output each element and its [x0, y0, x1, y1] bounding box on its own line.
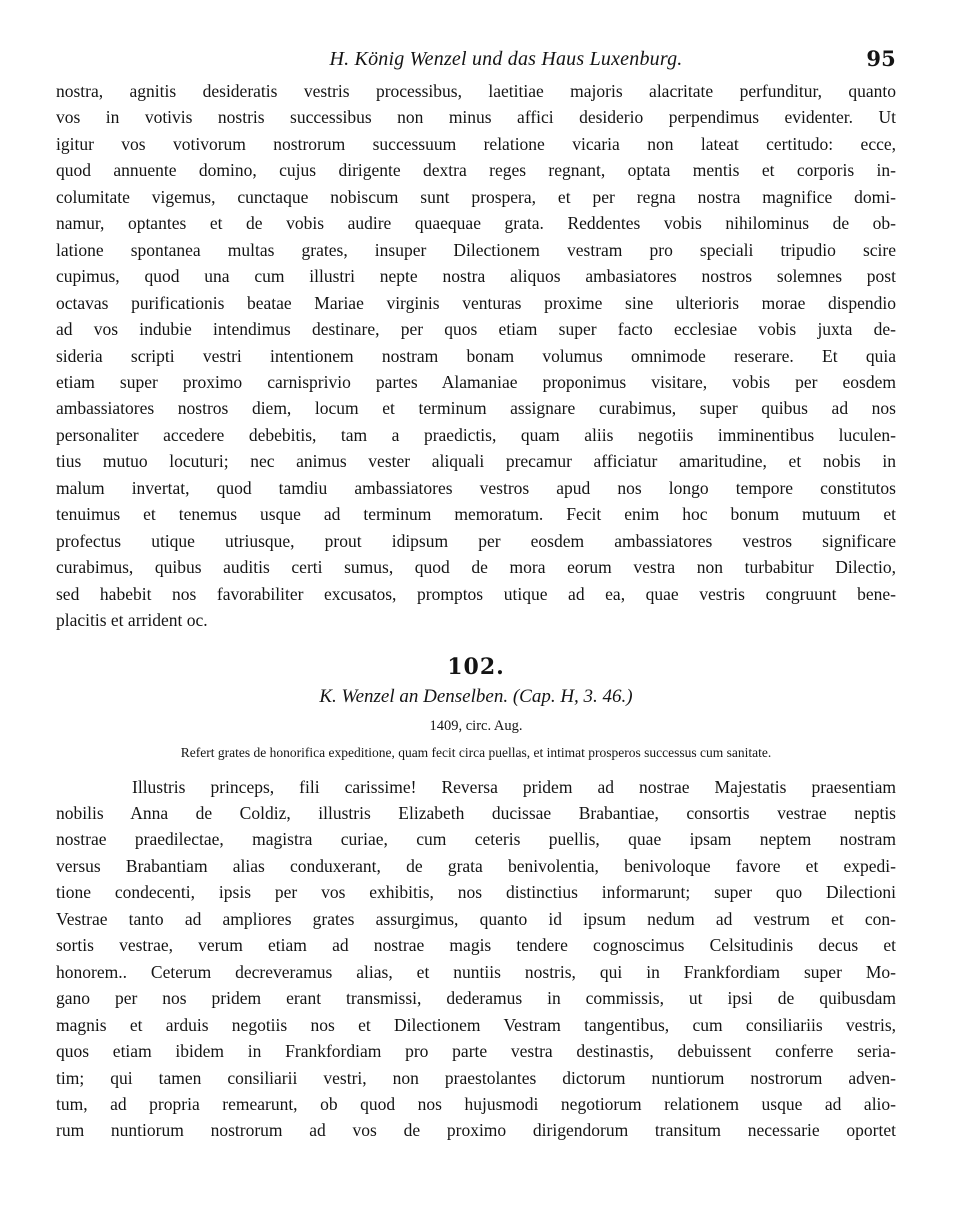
book-page	[56, 48, 896, 1144]
text-line: igitur vos votivorum nostrorum successuum relatione vicaria non lateat certitudo: ecce,	[56, 133, 896, 154]
text-line: quod annuente domino, cujus dirigente dextra reges regnant, optata mentis et corporis in-	[56, 160, 896, 181]
document-number: 102.	[447, 653, 505, 680]
text-line: nostra, agnitis desideratis vestris processibus, laetitiae majoris alacritate perfunditur, quanto	[56, 81, 896, 101]
text-line: sed habebit nos favorabiliter excusatos, promptos utique ad ea, quae vestris congruunt bene-	[56, 583, 896, 604]
text-line: honorem.. Ceterum decreveramus alias, et nuntiis nostris, qui in Frankfordiam super Mo-	[56, 961, 896, 982]
text-line: cupimus, quod una cum illustri nepte nostra aliquos ambasiatores nostros solemnes post	[56, 266, 896, 287]
continued-letter-text	[56, 78, 896, 634]
text-line: tius mutuo locuturi; nec animus vester aliquali precamur afficiatur amaritudine, et nobis in	[56, 451, 896, 472]
document-summary: Refert grates de honorifica expeditione, quam fecit circa puellas, et intimat prosperos successus cum sanitate.	[180, 744, 772, 760]
text-line: nobilis Anna de Coldiz, illustris Elizabeth ducissae Brabantiae, consortis vestrae neptis	[56, 802, 896, 823]
text-line: versus Brabantiam alias conduxerant, de grata benivolentia, benivoloque favore et expedi-	[56, 855, 896, 876]
text-line: tenuimus et tenemus usque ad terminum memoratum. Fecit enim hoc bonum mutuum et	[56, 504, 896, 525]
text-line: namur, optantes et de vobis audire quaequae grata. Reddentes vobis nihilominus de ob-	[56, 213, 896, 234]
text-line: sideria scripti vestri intentionem nostram bonam volumus omnimode reserare. Et quia	[56, 345, 896, 366]
text-line: octavas purificationis beatae Mariae virginis venturas proxime sine ulterioris morae dispendio	[56, 292, 896, 313]
text-line: Illustris princeps, fili carissime! Reversa pridem ad nostrae Majestatis praesentiam	[132, 776, 896, 797]
text-line: etiam super proximo carnisprivio partes Alamaniae proponimus visitare, vobis per eosdem	[56, 371, 896, 392]
running-title: H. König Wenzel und das Haus Luxenburg.	[329, 48, 683, 70]
text-line: gano per nos pridem erant transmissi, dederamus in commissis, ut ipsi de quibusdam	[56, 988, 896, 1009]
text-line: nostrae praedilectae, magistra curiae, cum ceteris puellis, quae ipsam neptem nostram	[56, 829, 896, 850]
text-line: rum nuntiorum nostrorum ad vos de proximo dirigendorum transitum necessarie oportet	[56, 1120, 896, 1141]
text-line: profectus utique utriusque, prout idipsum per eosdem ambassiatores vestros significare	[56, 530, 896, 551]
text-line: placitis et arrident oc.	[56, 610, 208, 631]
text-line: Vestrae tanto ad ampliores grates assurgimus, quanto id ipsum nedum ad vestrum et con-	[56, 908, 896, 929]
text-line: sortis vestrae, verum etiam ad nostrae magis tendere cognoscimus Celsitudinis decus et	[56, 935, 896, 956]
text-line: tum, ad propria remearunt, ob quod nos hujusmodi negotiorum relationem usque ad alio-	[56, 1093, 896, 1114]
text-line: latione spontanea multas grates, insuper Dilectionem vestram pro speciali tripudio scire	[56, 239, 896, 260]
text-line: ad vos indubie intendimus destinare, per quos etiam super facto ecclesiae vobis juxta de-	[56, 319, 896, 340]
document-heading: K. Wenzel an Denselben. (Cap. H, 3. 46.)	[319, 685, 633, 707]
running-header	[56, 48, 896, 78]
page-number: 95	[866, 46, 896, 71]
text-line: tim; qui tamen consiliarii vestri, non praestolantes dictorum nuntiorum nostrorum adven-	[56, 1067, 896, 1088]
text-line: vos in votivis nostris successibus non minus affici desiderio perpendimus evidenter. Ut	[56, 107, 896, 128]
text-line: ambassiatores nostros diem, locum et terminum assignare curabimus, super quibus ad nos	[56, 398, 896, 419]
text-line: personaliter accedere debebitis, tam a praedictis, quam aliis negotiis imminentibus luculen-	[56, 424, 896, 445]
text-line: curabimus, quibus auditis certi sumus, quod de mora eorum vestra non turbabitur Dilectio,	[56, 557, 896, 578]
text-line: tione condecenti, ipsis per vos exhibitis, nos distinctius informarunt; super quo Dilectioni	[56, 882, 896, 903]
text-line: malum invertat, quod tamdiu ambassiatores vestros apud nos longo tempore constitutos	[56, 477, 896, 498]
text-line: magnis et arduis negotiis nos et Dilectionem Vestram tangentibus, cum consiliariis vestris,	[56, 1014, 896, 1035]
text-line: quos etiam ibidem in Frankfordiam pro parte vestra destinastis, debuissent conferre seria-	[56, 1041, 896, 1062]
letter-text	[56, 774, 896, 1144]
text-line: columitate vigemus, cunctaque nobiscum sunt prospera, et per regna nostra magnifice domi-	[56, 186, 896, 207]
document-date: 1409, circ. Aug.	[429, 717, 523, 734]
